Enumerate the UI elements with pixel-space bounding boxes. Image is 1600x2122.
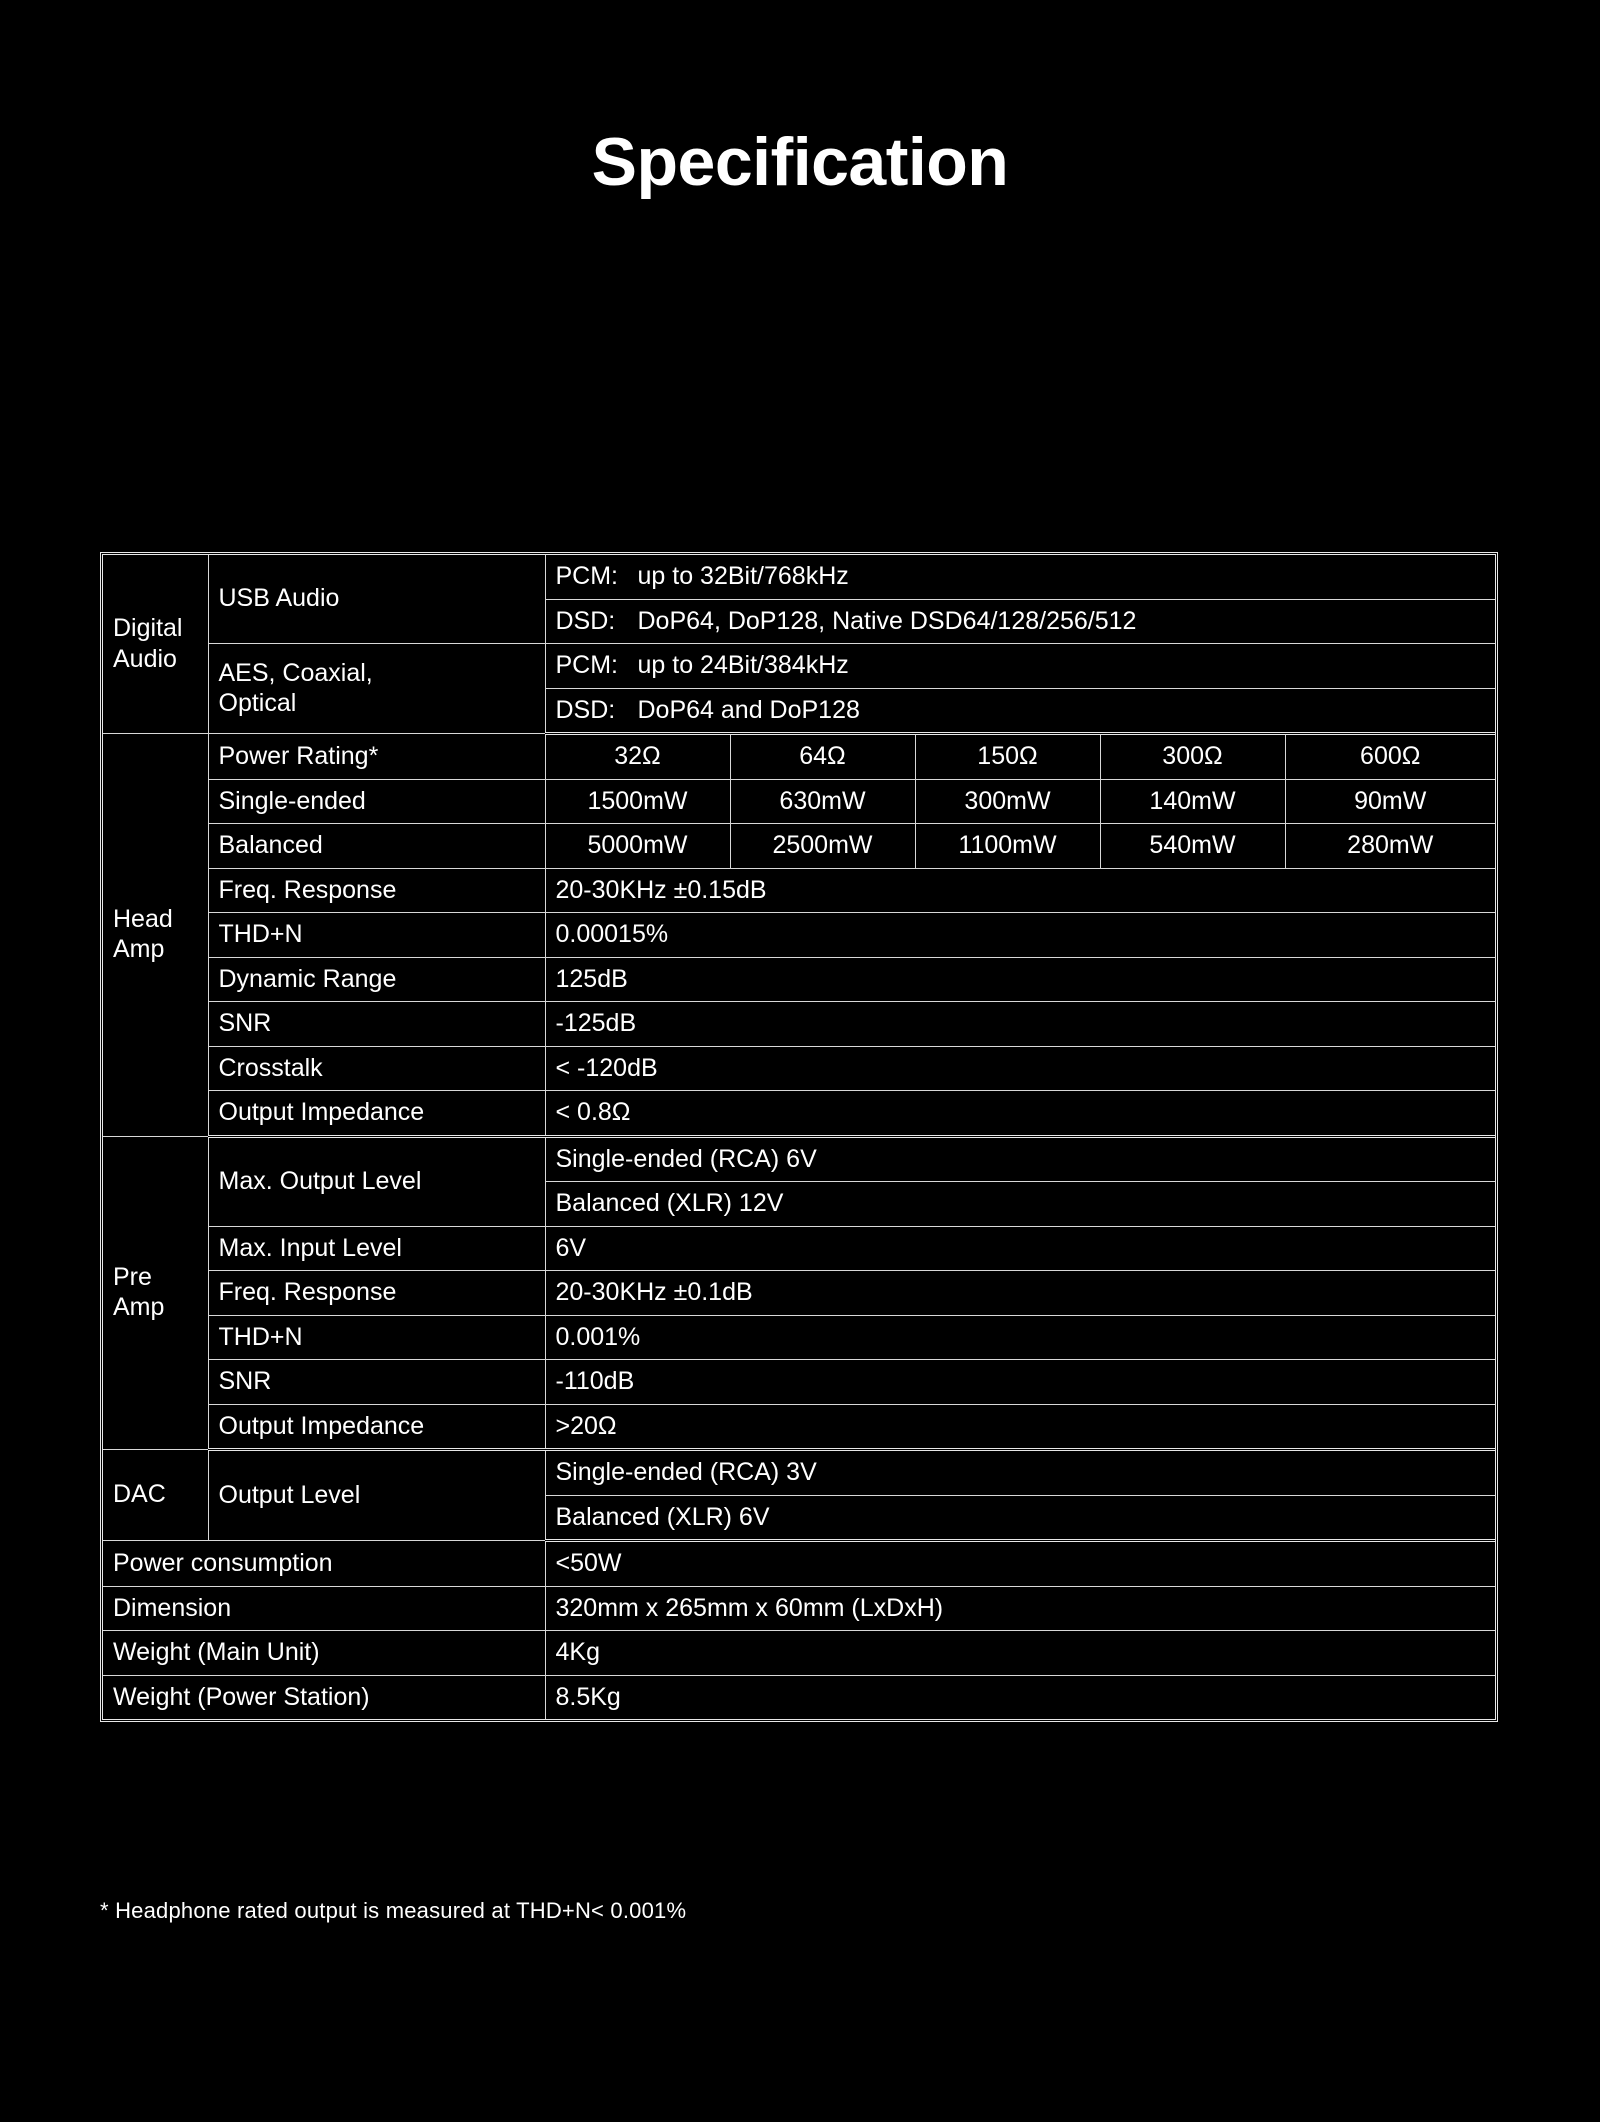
head-amp-crosstalk-value: < -120dB [545,1046,1495,1091]
balanced-label: Balanced [208,824,545,869]
head-amp-thdn-value: 0.00015% [545,913,1495,958]
single-ended-150: 300mW [915,779,1100,824]
head-amp-thdn-label: THD+N [208,913,545,958]
group-label-line1: Pre [113,1262,152,1291]
aes-pcm [545,644,1495,689]
impedance-150: 150Ω [915,734,1100,780]
aes-dsd-value: DoP64 and DoP128 [637,695,860,724]
group-label-line1: Head [113,904,173,933]
balanced-600: 280mW [1285,824,1495,869]
balanced-150: 1100mW [915,824,1100,869]
table-row [103,1541,1495,1587]
pre-amp-output-impedance-value: >20Ω [545,1404,1495,1450]
head-amp-dynamic-range-label: Dynamic Range [208,957,545,1002]
weight-main-unit-value: 4Kg [545,1631,1495,1676]
weight-main-unit-label: Weight (Main Unit) [103,1631,545,1676]
group-label-dac: DAC [103,1450,208,1541]
group-label-line2: Amp [113,935,165,964]
balanced-64: 2500mW [730,824,915,869]
table-row [103,1404,1495,1450]
dac-output-single-ended: Single-ended (RCA) 3V [545,1450,1495,1496]
single-ended-300: 140mW [1100,779,1285,824]
table-row [103,1675,1495,1719]
impedance-600: 600Ω [1285,734,1495,780]
spec-table [103,555,1495,1719]
pre-amp-freq-response-value: 20-30KHz ±0.1dB [545,1271,1495,1316]
balanced-32: 5000mW [545,824,730,869]
usb-dsd-key: DSD: [555,606,616,635]
pre-amp-thdn-value: 0.001% [545,1315,1495,1360]
group-label-line2: Amp [113,1293,165,1322]
page-title: Specification [591,124,1009,200]
power-rating-label: Power Rating* [208,734,545,780]
table-row [103,1226,1495,1271]
pre-amp-output-impedance-label: Output Impedance [208,1404,545,1450]
table-row [103,1091,1495,1137]
usb-pcm-value: up to 32Bit/768kHz [637,562,849,590]
head-amp-snr-label: SNR [208,1002,545,1047]
pre-amp-max-input-level-value: 6V [545,1226,1495,1271]
power-consumption-label: Power consumption [103,1541,545,1587]
sub-label-usb-audio: USB Audio [208,555,545,644]
table-row [103,1631,1495,1676]
balanced-300: 540mW [1100,824,1285,869]
table-row [103,734,1495,780]
group-label-line1: Digital [113,614,183,642]
pre-amp-snr-value: -110dB [545,1360,1495,1405]
table-row [103,644,1495,689]
table-row [103,1271,1495,1316]
usb-audio-dsd [545,599,1495,644]
impedance-64: 64Ω [730,734,915,780]
table-row [103,868,1495,913]
usb-dsd-value: DoP64, DoP128, Native DSD64/128/256/512 [637,606,1137,635]
footnote: * Headphone rated output is measured at THD+N< 0.001% [100,1898,687,1923]
aes-dsd [545,688,1495,734]
head-amp-dynamic-range-value: 125dB [545,957,1495,1002]
table-row [103,1450,1495,1496]
table-row [103,957,1495,1002]
usb-audio-pcm [545,555,1495,599]
pre-amp-max-output-single-ended: Single-ended (RCA) 6V [545,1136,1495,1182]
head-amp-crosstalk-label: Crosstalk [208,1046,545,1091]
table-row [103,824,1495,869]
group-label-digital-audio [103,555,208,734]
group-label-line2: Audio [113,644,177,673]
single-ended-label: Single-ended [208,779,545,824]
impedance-300: 300Ω [1100,734,1285,780]
table-row [103,1315,1495,1360]
group-label-pre-amp [103,1136,208,1450]
aes-pcm-value: up to 24Bit/384kHz [637,651,849,679]
table-row [103,555,1495,599]
single-ended-32: 1500mW [545,779,730,824]
specification-table [100,552,1498,1722]
sub-label-aes-coaxial-optical: AES, Coaxial, Optical [208,644,545,734]
table-row [103,1586,1495,1631]
single-ended-64: 630mW [730,779,915,824]
pre-amp-max-output-level-label: Max. Output Level [208,1136,545,1226]
table-row [103,1360,1495,1405]
pre-amp-snr-label: SNR [208,1360,545,1405]
pre-amp-thdn-label: THD+N [208,1315,545,1360]
dac-output-balanced: Balanced (XLR) 6V [545,1495,1495,1541]
aes-pcm-key: PCM: [555,651,618,679]
dimension-value: 320mm x 265mm x 60mm (LxDxH) [545,1586,1495,1631]
head-amp-freq-response-label: Freq. Response [208,868,545,913]
table-row [103,1002,1495,1047]
table-row [103,913,1495,958]
pre-amp-max-input-level-label: Max. Input Level [208,1226,545,1271]
impedance-32: 32Ω [545,734,730,780]
table-row [103,1136,1495,1182]
weight-power-station-label: Weight (Power Station) [103,1675,545,1719]
single-ended-600: 90mW [1285,779,1495,824]
group-label-head-amp [103,734,208,1137]
aes-dsd-key: DSD: [555,695,616,724]
table-row [103,779,1495,824]
head-amp-output-impedance-label: Output Impedance [208,1091,545,1137]
power-consumption-value: <50W [545,1541,1495,1587]
pre-amp-freq-response-label: Freq. Response [208,1271,545,1316]
pre-amp-max-output-balanced: Balanced (XLR) 12V [545,1182,1495,1227]
usb-pcm-key: PCM: [555,562,618,590]
weight-power-station-value: 8.5Kg [545,1675,1495,1719]
dac-output-level-label: Output Level [208,1450,545,1541]
head-amp-output-impedance-value: < 0.8Ω [545,1091,1495,1137]
head-amp-snr-value: -125dB [545,1002,1495,1047]
dimension-label: Dimension [103,1586,545,1631]
head-amp-freq-response-value: 20-30KHz ±0.15dB [545,868,1495,913]
table-row [103,1046,1495,1091]
